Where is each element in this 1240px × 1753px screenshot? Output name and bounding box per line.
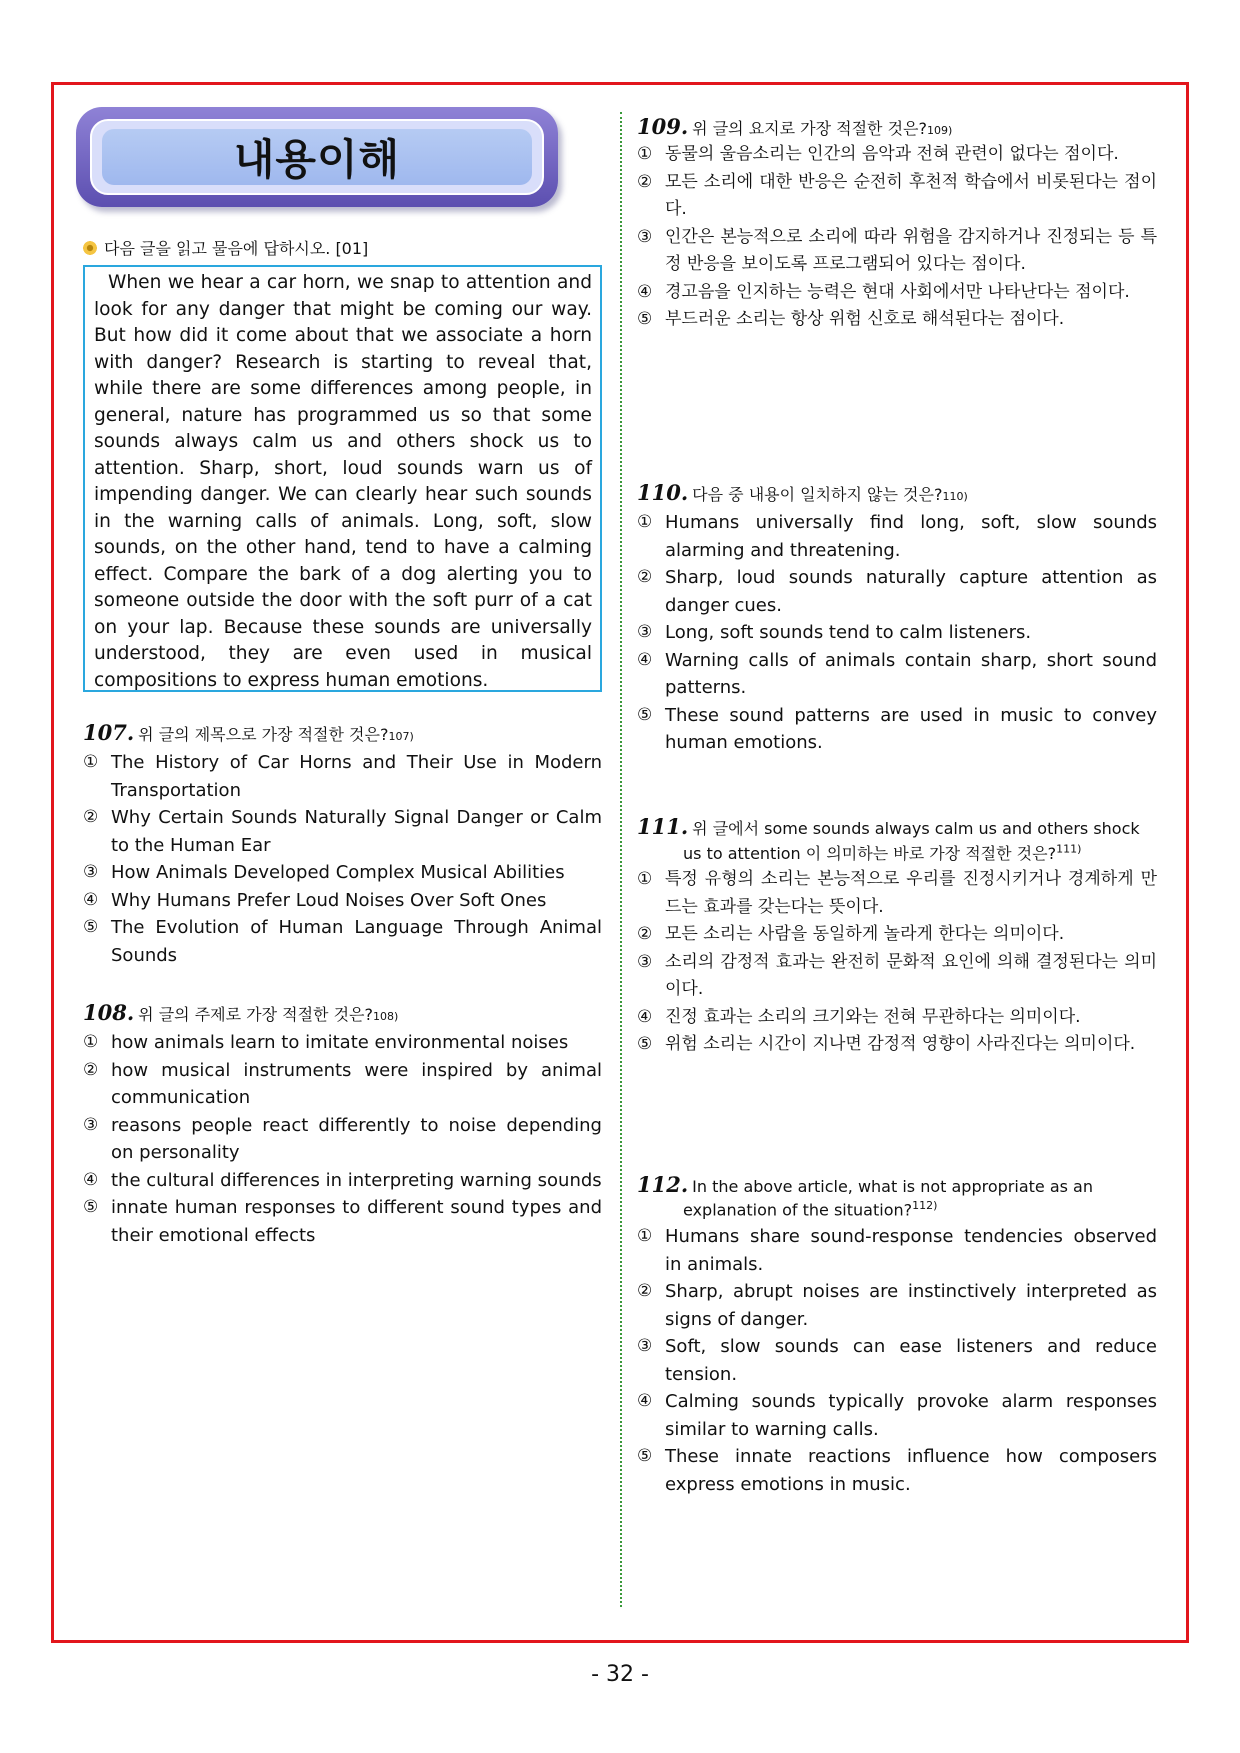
option-text: Sharp, loud sounds naturally capture attention as danger cues. (665, 567, 1157, 616)
option-text: 소리의 감정적 효과는 완전히 문화적 요인에 의해 결정된다는 의미이다. (665, 951, 1157, 999)
option-mark: ⑤ (83, 917, 99, 937)
option-4[interactable] (637, 1004, 1157, 1032)
option-list (637, 1223, 1157, 1498)
question-header (83, 720, 602, 745)
option-list (637, 141, 1157, 334)
option-mark: ② (637, 567, 653, 587)
option-2[interactable] (637, 921, 1157, 949)
option-text: how animals learn to imitate environmental noises (111, 1032, 569, 1053)
option-3[interactable] (637, 949, 1157, 1004)
question-prompt: In the above article, what is not appropriate as an (692, 1177, 1093, 1196)
option-list (637, 866, 1157, 1059)
option-5[interactable] (83, 914, 602, 969)
reading-passage (83, 265, 602, 692)
option-text: 진정 효과는 소리의 크기와는 전혀 무관하다는 의미이다. (665, 1006, 1081, 1027)
flower-icon (82, 240, 98, 256)
option-text: These sound patterns are used in music to convey human emotions. (665, 704, 1157, 753)
question-112 (637, 1172, 1157, 1498)
option-text: innate human responses to different sound types and their emotional effects (111, 1197, 602, 1246)
option-text: Warning calls of animals contain sharp, short sound patterns. (665, 649, 1157, 698)
option-5[interactable] (637, 702, 1157, 757)
option-mark: ④ (637, 649, 653, 670)
option-5[interactable] (637, 1443, 1157, 1498)
question-prompt: 위 글에서 some sounds always calm us and others shock (692, 819, 1140, 838)
question-number: 112. (637, 1172, 689, 1197)
passage-text: When we hear a car horn, we snap to attention and look for any danger that might be coming our way. But how did it come about that we associate a horn with danger? Research is starting to reveal that, while there are some differences among people, in general, nature has programmed us so that some sounds always calm us and others shock us to attention. Sharp, short, loud sounds warn us of impending danger. We can clearly hear such sounds in the warning calls of animals. Long, soft, slow sounds, on the other hand, tend to have a calming effect. Compare the bark of a dog alerting you to someone outside the door with the soft purr of a cat on your lap. Because these sounds are universally understood, they are even used in musical compositions to express human emotions. (94, 272, 592, 691)
option-3[interactable] (83, 859, 602, 887)
question-107 (83, 720, 602, 969)
option-5[interactable] (637, 306, 1157, 334)
option-mark: ③ (637, 226, 653, 247)
option-mark: ③ (637, 1336, 653, 1357)
option-text: 경고음을 인지하는 능력은 현대 사회에서만 나타난다는 점이다. (665, 281, 1130, 302)
option-3[interactable] (83, 1112, 602, 1167)
question-number: 109. (637, 114, 689, 139)
question-prompt-cont: us to attention 이 의미하는 바로 가장 적절한 것은? (683, 844, 1057, 863)
title-banner (76, 107, 558, 207)
title-banner-inner (90, 119, 544, 195)
option-mark: ② (637, 924, 653, 944)
question-header (637, 480, 1157, 505)
option-2[interactable] (637, 1278, 1157, 1333)
instruction-text: 다음 글을 읽고 물음에 답하시오. [01] (104, 239, 369, 258)
question-prompt-cont: explanation of the situation? (683, 1200, 913, 1220)
option-2[interactable] (637, 564, 1157, 619)
footnote-ref: 110) (942, 490, 968, 503)
option-mark: ② (83, 807, 99, 827)
option-text: 특정 유형의 소리는 본능적으로 우리를 진정시키거나 경계하게 만드는 효과를 갖는다는 뜻이다. (665, 869, 1157, 917)
question-prompt: 다음 중 내용이 일치하지 않는 것은? (692, 485, 943, 504)
question-header (637, 814, 1157, 839)
option-mark: ④ (83, 1169, 99, 1190)
option-1[interactable] (83, 1029, 602, 1057)
option-mark: ⑤ (637, 1034, 653, 1054)
option-1[interactable] (637, 866, 1157, 921)
option-text: Long, soft sounds tend to calm listeners. (665, 622, 1032, 643)
question-header (637, 1172, 1157, 1197)
question-111 (637, 814, 1157, 1059)
option-text: how musical instruments were inspired by animal communication (111, 1059, 602, 1108)
section-title: 내용이해 (233, 135, 401, 184)
option-text: 모든 소리는 사람을 동일하게 놀라게 한다는 의미이다. (665, 924, 1065, 944)
option-text: Calming sounds typically provoke alarm responses similar to warning calls. (665, 1391, 1157, 1440)
option-text: How Animals Developed Complex Musical Abilities (111, 862, 565, 883)
question-prompt: 위 글의 주제로 가장 적절한 것은? (138, 1005, 374, 1024)
option-text: reasons people react differently to noise depending on personality (111, 1114, 602, 1163)
question-prompt: 위 글의 요지로 가장 적절한 것은? (692, 119, 928, 138)
option-mark: ③ (637, 622, 653, 642)
question-header-cont (637, 841, 1157, 864)
option-text: 부드러운 소리는 항상 위험 신호로 해석된다는 점이다. (665, 309, 1065, 329)
option-mark: ② (83, 1059, 99, 1080)
option-4[interactable] (637, 279, 1157, 307)
option-mark: ⑤ (83, 1197, 99, 1217)
option-text: These innate reactions influence how composers express emotions in music. (665, 1446, 1157, 1495)
option-mark: ③ (83, 862, 99, 882)
option-mark: ② (637, 171, 653, 192)
option-mark: ④ (637, 1391, 653, 1412)
option-text: The Evolution of Human Language Through Animal Sounds (111, 917, 602, 966)
option-mark: ③ (83, 1114, 99, 1135)
option-2[interactable] (83, 804, 602, 859)
option-4[interactable] (637, 647, 1157, 702)
option-mark: ⑤ (637, 1446, 653, 1467)
option-4[interactable] (637, 1388, 1157, 1443)
option-text: Why Certain Sounds Naturally Signal Danger or Calm to the Human Ear (111, 807, 602, 856)
option-1[interactable] (637, 1223, 1157, 1278)
option-4[interactable] (83, 1167, 602, 1195)
question-number: 107. (83, 720, 135, 745)
option-3[interactable] (637, 619, 1157, 647)
option-text: 모든 소리에 대한 반응은 순전히 후천적 학습에서 비롯된다는 점이다. (665, 171, 1157, 219)
option-text: Soft, slow sounds can ease listeners and reduce tension. (665, 1336, 1157, 1385)
option-5[interactable] (637, 1031, 1157, 1059)
option-text: Humans share sound-response tendencies observed in animals. (665, 1226, 1157, 1275)
option-mark: ⑤ (637, 309, 653, 329)
option-mark: ① (637, 869, 653, 889)
option-3[interactable] (637, 224, 1157, 279)
question-header (637, 114, 1157, 139)
option-5[interactable] (83, 1194, 602, 1249)
option-mark: ① (83, 1032, 99, 1052)
option-mark: ② (637, 1281, 653, 1302)
option-3[interactable] (637, 1333, 1157, 1388)
option-list (637, 509, 1157, 757)
option-2[interactable] (637, 169, 1157, 224)
option-mark: ④ (637, 1006, 653, 1027)
option-4[interactable] (83, 887, 602, 915)
option-list (83, 1029, 602, 1249)
question-header (83, 1000, 602, 1025)
option-text: 동물의 울음소리는 인간의 음악과 전혀 관련이 없다는 점이다. (665, 144, 1119, 164)
page-number: - 32 - (591, 1662, 649, 1687)
option-text: Why Humans Prefer Loud Noises Over Soft Ones (111, 889, 547, 911)
instruction (82, 236, 368, 259)
option-mark: ① (83, 752, 99, 772)
option-text: Sharp, abrupt noises are instinctively interpreted as signs of danger. (665, 1281, 1157, 1330)
footnote-ref: 107) (388, 730, 414, 743)
option-1[interactable] (83, 749, 602, 804)
option-mark: ① (637, 512, 653, 532)
option-mark: ④ (637, 281, 653, 302)
title-banner-core (102, 129, 532, 185)
question-110 (637, 480, 1157, 757)
footnote-ref: 109) (927, 124, 953, 137)
question-header-cont (637, 1199, 1157, 1219)
option-1[interactable] (637, 509, 1157, 564)
footnote-ref: 111) (1056, 842, 1082, 856)
option-1[interactable] (637, 141, 1157, 169)
option-text: the cultural differences in interpreting warning sounds (111, 1169, 602, 1191)
option-text: 위험 소리는 시간이 지나면 감정적 영향이 사라진다는 의미이다. (665, 1034, 1136, 1054)
option-mark: ① (637, 1226, 653, 1247)
footnote-ref: 108) (373, 1010, 399, 1023)
option-2[interactable] (83, 1057, 602, 1112)
question-number: 108. (83, 1000, 135, 1025)
option-text: 인간은 본능적으로 소리에 따라 위험을 감지하거나 진정되는 등 특정 반응을 보이도록 프로그램되어 있다는 점이다. (665, 226, 1157, 274)
option-mark: ① (637, 144, 653, 164)
option-mark: ③ (637, 951, 653, 972)
question-108 (83, 1000, 602, 1249)
option-text: Humans universally find long, soft, slow sounds alarming and threatening. (665, 512, 1157, 561)
question-prompt: 위 글의 제목으로 가장 적절한 것은? (138, 725, 389, 744)
option-mark: ⑤ (637, 704, 653, 725)
column-divider (620, 112, 622, 1607)
option-list (83, 749, 602, 969)
question-109 (637, 114, 1157, 334)
question-number: 110. (637, 480, 689, 505)
option-text: The History of Car Horns and Their Use in Modern Transportation (111, 752, 602, 801)
question-number: 111. (637, 814, 689, 839)
footnote-ref: 112) (912, 1199, 938, 1212)
option-mark: ④ (83, 889, 99, 910)
